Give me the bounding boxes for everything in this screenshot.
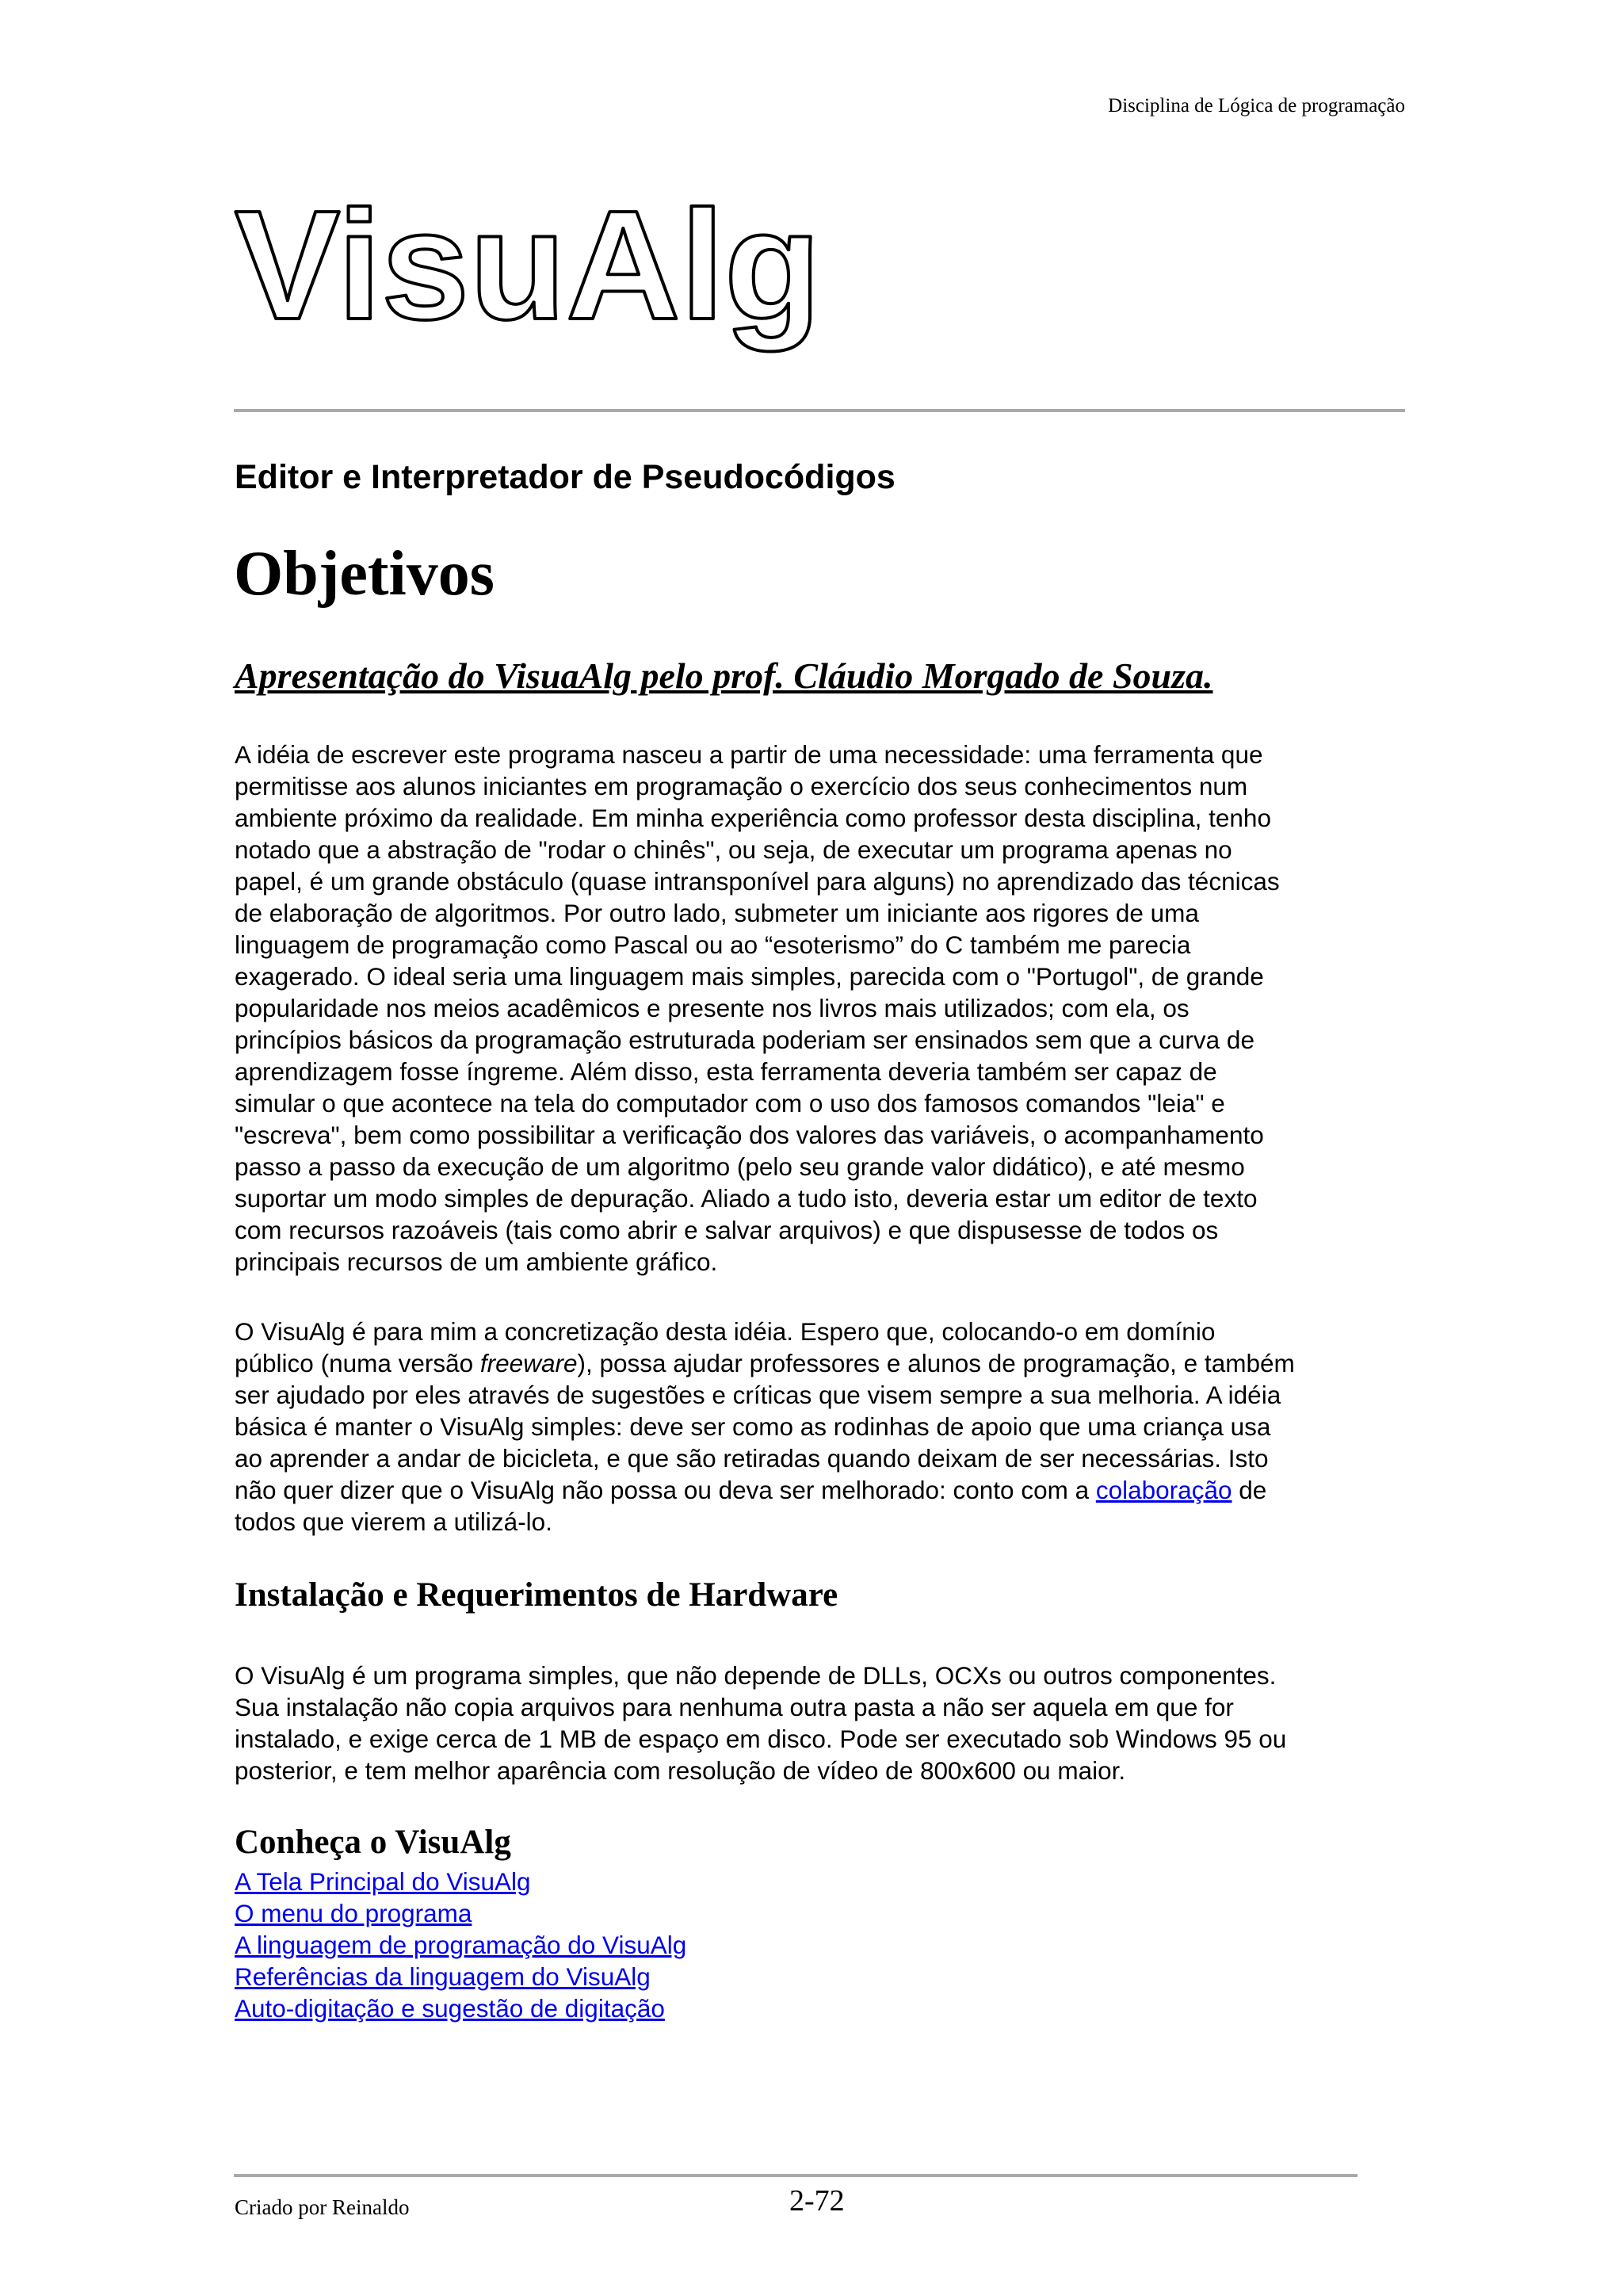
text-line: com recursos razoáveis (tais como abrir e salvar arquivos) e que dispusesse de todos os <box>235 1216 1219 1244</box>
link-referencias[interactable]: Referências da linguagem do VisuAlg <box>235 1962 651 1991</box>
page-number: 2-72 <box>789 2184 845 2218</box>
text-line: popularidade nos meios acadêmicos e presente nos livros mais utilizados; com ela, os <box>235 994 1190 1022</box>
visualg-logo-text: VisuAlg <box>235 184 821 352</box>
presentation-heading: Apresentação do VisuaAlg pelo prof. Cláudio Morgado de Souza. <box>235 655 1213 696</box>
text-line: aprendizagem fosse íngreme. Além disso, esta ferramenta deveria também ser capaz de <box>235 1057 1217 1086</box>
text-line: suportar um modo simples de depuração. Aliado a tudo isto, deveria estar um editor de texto <box>235 1184 1258 1213</box>
list-item <box>235 1929 686 1961</box>
subtitle: Editor e Interpretador de Pseudocódigos <box>235 458 896 496</box>
visualg-logo <box>230 184 832 358</box>
text-line: ambiente próximo da realidade. Em minha experiência como professor desta disciplina, tenho <box>235 804 1271 832</box>
text-segment: público (numa versão <box>235 1349 480 1377</box>
text-segment: de <box>1232 1476 1267 1504</box>
topic-links-list <box>235 1866 686 2024</box>
text-line: princípios básicos da programação estruturada poderiam ser ensinados sem que a curva de <box>235 1026 1254 1054</box>
text-line: simular o que acontece na tela do computador com o uso dos famosos comandos "leia" e <box>235 1089 1225 1117</box>
text-line: papel, é um grande obstáculo (quase intransponível para alguns) no aprendizado das técnicas <box>235 867 1280 896</box>
text-line: O VisuAlg é um programa simples, que não depende de DLLs, OCXs ou outros componentes. <box>235 1661 1277 1690</box>
text-line: básica é manter o VisuAlg simples: deve ser como as rodinhas de apoio que uma criança usa <box>235 1412 1271 1441</box>
list-item <box>235 1992 686 2024</box>
list-item <box>235 1897 686 1929</box>
link-tela-principal[interactable]: A Tela Principal do VisuAlg <box>235 1867 531 1896</box>
text-line: A idéia de escrever este programa nasceu a partir de uma necessidade: uma ferramenta que <box>235 740 1263 769</box>
text-line: principais recursos de um ambiente gráfico. <box>235 1247 718 1276</box>
text-line <box>235 1474 1407 1506</box>
text-line: ao aprender a andar de bicicleta, e que são retiradas quando deixam de ser necessárias. Isto <box>235 1444 1269 1473</box>
text-line: exagerado. O ideal seria uma linguagem mais simples, parecida com o "Portugol", de grande <box>235 962 1264 991</box>
text-line: de elaboração de algoritmos. Por outro lado, submeter um iniciante aos rigores de uma <box>235 899 1199 927</box>
text-line: notado que a abstração de "rodar o chinês", ou seja, de executar um programa apenas no <box>235 835 1232 864</box>
paragraph-concretization <box>235 1316 1407 1538</box>
paragraph-installation <box>235 1660 1407 1786</box>
text-line: ser ajudado por eles através de sugestões e críticas que visem sempre a sua melhoria. A idéia <box>235 1381 1281 1409</box>
list-item <box>235 1866 686 1897</box>
freeware-term: freeware <box>479 1349 578 1377</box>
text-line: "escreva", bem como possibilitar a verificação dos valores das variáveis, o acompanhamento <box>235 1121 1264 1149</box>
text-line: linguagem de programação como Pascal ou ao “esoterismo” do C também me parecia <box>235 930 1191 959</box>
footer-author: Criado por Reinaldo <box>235 2195 410 2219</box>
link-auto-digitacao[interactable]: Auto-digitação e sugestão de digitação <box>235 1994 665 2023</box>
heading-installation: Instalação e Requerimentos de Hardware <box>235 1576 838 1614</box>
heading-conheca: Conheça o VisuAlg <box>235 1824 511 1861</box>
text-line: posterior, e tem melhor aparência com resolução de vídeo de 800x600 ou maior. <box>235 1756 1126 1785</box>
link-linguagem[interactable]: A linguagem de programação do VisuAlg <box>235 1931 687 1959</box>
text-line: passo a passo da execução de um algoritmo (pelo seu grande valor didático), e até mesmo <box>235 1152 1245 1181</box>
text-segment: não quer dizer que o VisuAlg não possa ou deva ser melhorado: conto com a <box>235 1476 1096 1504</box>
text-line: instalado, e exige cerca de 1 MB de espaço em disco. Pode ser executado sob Windows 95 ou <box>235 1725 1287 1753</box>
link-menu-programa[interactable]: O menu do programa <box>235 1899 472 1927</box>
colaboracao-link[interactable]: colaboração <box>1095 1476 1232 1504</box>
text-line: Sua instalação não copia arquivos para nenhuma outra pasta a não ser aquela em que for <box>235 1693 1234 1721</box>
text-line <box>235 1347 1407 1379</box>
list-item <box>235 1961 686 1992</box>
running-header: Disciplina de Lógica de programação <box>1108 95 1405 117</box>
text-line: permitisse aos alunos iniciantes em programação o exercício dos seus conhecimentos num <box>235 772 1248 800</box>
text-line: todos que vierem a utilizá-lo. <box>235 1507 552 1536</box>
text-line: O VisuAlg é para mim a concretização desta idéia. Espero que, colocando-o em domínio <box>235 1317 1216 1346</box>
top-divider <box>234 409 1405 412</box>
paragraph-intro <box>235 739 1407 1278</box>
text-segment: ), possa ajudar professores e alunos de programação, e também <box>577 1349 1295 1377</box>
footer-divider <box>234 2174 1358 2177</box>
heading-objetivos: Objetivos <box>234 539 495 609</box>
